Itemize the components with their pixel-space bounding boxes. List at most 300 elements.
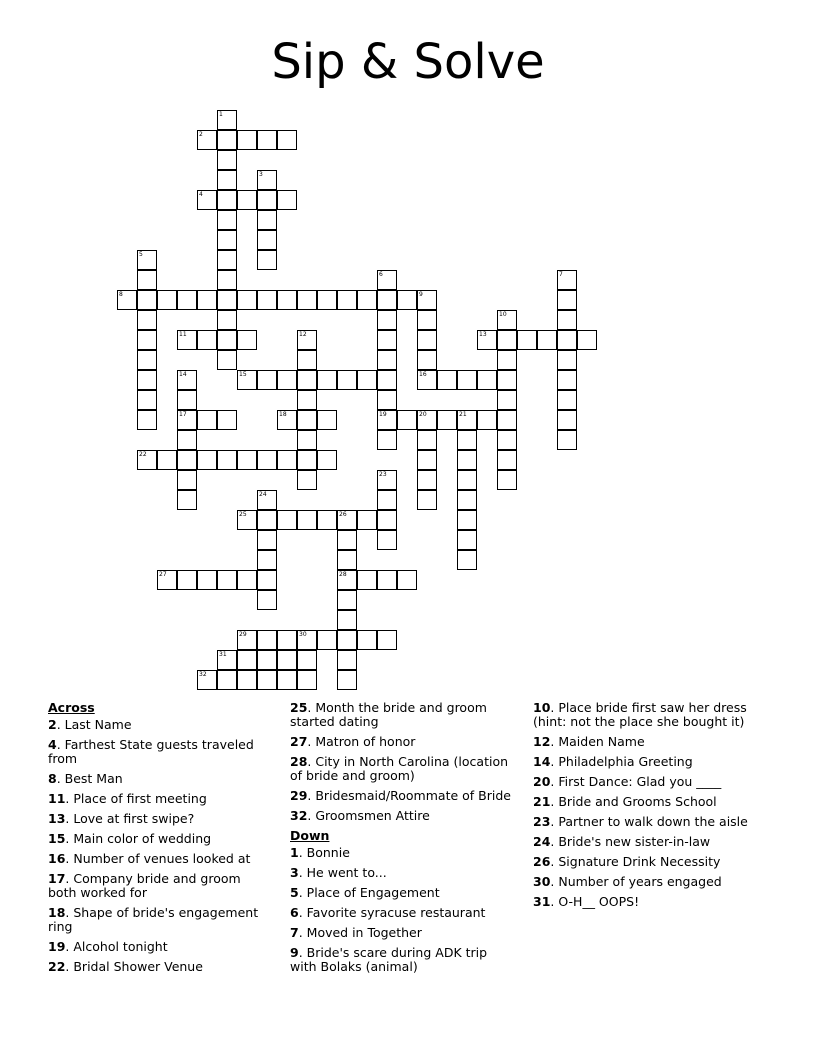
- clue-text: Best Man: [64, 771, 123, 786]
- grid-cell[interactable]: [297, 670, 317, 690]
- clue-item: 32. Groomsmen Attire: [290, 808, 430, 823]
- grid-cell[interactable]: [457, 530, 477, 550]
- grid-cell[interactable]: [397, 410, 417, 430]
- grid-cell[interactable]: [297, 390, 317, 410]
- clue-number: 6: [290, 905, 299, 920]
- clue-text: Month the bride and groom started dating: [290, 700, 487, 729]
- clue-text: Bride's new sister-in-law: [558, 834, 711, 849]
- grid-cell[interactable]: [497, 330, 517, 350]
- grid-cell[interactable]: [137, 350, 157, 370]
- grid-cell[interactable]: [497, 410, 517, 430]
- grid-cell[interactable]: [257, 510, 277, 530]
- grid-cell[interactable]: [157, 450, 177, 470]
- grid-cell[interactable]: [257, 530, 277, 550]
- clue-number: 7: [290, 925, 299, 940]
- clue-text: Matron of honor: [315, 734, 416, 749]
- cell-number: 21: [459, 411, 467, 418]
- cell-number: 19: [379, 411, 387, 418]
- grid-cell[interactable]: [197, 330, 217, 350]
- cell-number: 24: [259, 491, 267, 498]
- clue-item: 11. Place of first meeting: [48, 791, 207, 806]
- cell-number: 27: [159, 571, 167, 578]
- grid-cell[interactable]: [237, 570, 257, 590]
- grid-cell[interactable]: [557, 410, 577, 430]
- clue-number: 13: [48, 811, 66, 826]
- grid-cell[interactable]: [197, 130, 217, 150]
- grid-cell[interactable]: [237, 330, 257, 350]
- clue-text: Philadelphia Greeting: [558, 754, 693, 769]
- grid-cell[interactable]: [137, 250, 157, 270]
- clue-number: 22: [48, 959, 66, 974]
- clue-item: 15. Main color of wedding: [48, 831, 212, 846]
- grid-cell[interactable]: [377, 510, 397, 530]
- clue-text: Farthest State guests traveled from: [48, 737, 254, 766]
- clue-text: Place bride first saw her dress (hint: not the place she bought it): [533, 700, 747, 729]
- grid-cell[interactable]: [417, 310, 437, 330]
- grid-cell[interactable]: [557, 430, 577, 450]
- grid-cell[interactable]: [177, 570, 197, 590]
- grid-cell[interactable]: [277, 370, 297, 390]
- clue-number: 11: [48, 791, 66, 806]
- grid-cell[interactable]: [217, 350, 237, 370]
- clue-item: 8. Best Man: [48, 771, 123, 786]
- clue-text: Groomsmen Attire: [315, 808, 430, 823]
- grid-cell[interactable]: [257, 650, 277, 670]
- clue-item: 22. Bridal Shower Venue: [48, 959, 203, 974]
- grid-cell[interactable]: [317, 630, 337, 650]
- clue-text: O-H__ OOPS!: [558, 894, 640, 909]
- grid-cell[interactable]: [357, 630, 377, 650]
- grid-cell[interactable]: [177, 330, 197, 350]
- grid-cell[interactable]: [497, 430, 517, 450]
- clue-number: 26: [533, 854, 551, 869]
- grid-cell[interactable]: [437, 370, 457, 390]
- clue-text: City in North Carolina (location of bride and groom): [290, 754, 509, 783]
- grid-cell[interactable]: [197, 290, 217, 310]
- grid-cell[interactable]: [137, 450, 157, 470]
- grid-cell[interactable]: [177, 290, 197, 310]
- grid-cell[interactable]: [477, 330, 497, 350]
- clue-text: Moved in Together: [306, 925, 422, 940]
- clue-item: 30. Number of years engaged: [533, 874, 722, 889]
- cell-number: 9: [419, 291, 423, 298]
- cell-number: 31: [219, 651, 227, 658]
- grid-cell[interactable]: [237, 190, 257, 210]
- grid-cell[interactable]: [257, 210, 277, 230]
- clue-text: Number of years engaged: [558, 874, 722, 889]
- grid-cell[interactable]: [257, 570, 277, 590]
- cell-number: 22: [139, 451, 147, 458]
- grid-cell[interactable]: [297, 410, 317, 430]
- grid-cell[interactable]: [417, 350, 437, 370]
- grid-cell[interactable]: [417, 330, 437, 350]
- grid-cell[interactable]: [457, 450, 477, 470]
- clue-text: Bride and Grooms School: [558, 794, 717, 809]
- grid-cell[interactable]: [337, 590, 357, 610]
- cell-number: 18: [279, 411, 287, 418]
- clue-text: Last Name: [64, 717, 132, 732]
- grid-cell[interactable]: [197, 410, 217, 430]
- clue-text: Alcohol tonight: [73, 939, 168, 954]
- cell-number: 1: [219, 111, 223, 118]
- clue-text: Partner to walk down the aisle: [558, 814, 748, 829]
- grid-cell[interactable]: [297, 470, 317, 490]
- cell-number: 6: [379, 271, 383, 278]
- grid-cell[interactable]: [217, 310, 237, 330]
- clue-number: 28: [290, 754, 308, 769]
- clue-number: 30: [533, 874, 551, 889]
- cell-number: 10: [499, 311, 507, 318]
- grid-cell[interactable]: [217, 570, 237, 590]
- cell-number: 15: [239, 371, 247, 378]
- grid-cell[interactable]: [337, 510, 357, 530]
- grid-cell[interactable]: [217, 270, 237, 290]
- grid-cell[interactable]: [377, 270, 397, 290]
- grid-cell[interactable]: [277, 630, 297, 650]
- grid-cell[interactable]: [217, 330, 237, 350]
- grid-cell[interactable]: [277, 290, 297, 310]
- grid-cell[interactable]: [217, 210, 237, 230]
- grid-cell[interactable]: [557, 370, 577, 390]
- grid-cell[interactable]: [177, 470, 197, 490]
- clue-item: 29. Bridesmaid/Roommate of Bride: [290, 788, 511, 803]
- grid-cell[interactable]: [277, 510, 297, 530]
- grid-cell[interactable]: [357, 370, 377, 390]
- clue-item: 20. First Dance: Glad you ____: [533, 774, 722, 789]
- grid-cell[interactable]: [237, 630, 257, 650]
- cell-number: 17: [179, 411, 187, 418]
- cell-number: 7: [559, 271, 563, 278]
- grid-cell[interactable]: [297, 510, 317, 530]
- grid-cell[interactable]: [257, 130, 277, 150]
- cell-number: 20: [419, 411, 427, 418]
- grid-cell[interactable]: [377, 350, 397, 370]
- grid-cell[interactable]: [497, 470, 517, 490]
- grid-cell[interactable]: [397, 290, 417, 310]
- grid-cell[interactable]: [317, 410, 337, 430]
- grid-cell[interactable]: [257, 190, 277, 210]
- cell-number: 30: [299, 631, 307, 638]
- grid-cell[interactable]: [117, 290, 137, 310]
- clue-item: 1. Bonnie: [290, 845, 350, 860]
- grid-cell[interactable]: [237, 650, 257, 670]
- grid-cell[interactable]: [517, 330, 537, 350]
- clue-item: 12. Maiden Name: [533, 734, 645, 749]
- grid-cell[interactable]: [137, 370, 157, 390]
- grid-cell[interactable]: [257, 370, 277, 390]
- grid-cell[interactable]: [277, 410, 297, 430]
- grid-cell[interactable]: [297, 370, 317, 390]
- grid-cell[interactable]: [377, 490, 397, 510]
- clue-number: 20: [533, 774, 551, 789]
- cell-number: 29: [239, 631, 247, 638]
- grid-cell[interactable]: [177, 390, 197, 410]
- grid-cell[interactable]: [157, 290, 177, 310]
- grid-cell[interactable]: [297, 630, 317, 650]
- clue-number: 8: [48, 771, 57, 786]
- grid-cell[interactable]: [277, 670, 297, 690]
- grid-cell[interactable]: [417, 450, 437, 470]
- grid-cell[interactable]: [297, 350, 317, 370]
- clue-text: Favorite syracuse restaurant: [306, 905, 486, 920]
- grid-cell[interactable]: [317, 370, 337, 390]
- cell-number: 28: [339, 571, 347, 578]
- clue-number: 4: [48, 737, 57, 752]
- grid-cell[interactable]: [257, 490, 277, 510]
- clue-text: Number of venues looked at: [73, 851, 251, 866]
- grid-cell[interactable]: [357, 570, 377, 590]
- cell-number: 3: [259, 171, 263, 178]
- grid-cell[interactable]: [157, 570, 177, 590]
- clue-number: 29: [290, 788, 308, 803]
- clue-text: Love at first swipe?: [73, 811, 195, 826]
- clue-text: Bridesmaid/Roommate of Bride: [315, 788, 511, 803]
- grid-cell[interactable]: [437, 410, 457, 430]
- grid-cell[interactable]: [337, 370, 357, 390]
- grid-cell[interactable]: [337, 630, 357, 650]
- grid-cell[interactable]: [137, 390, 157, 410]
- grid-cell[interactable]: [377, 410, 397, 430]
- grid-cell[interactable]: [217, 410, 237, 430]
- grid-cell[interactable]: [297, 330, 317, 350]
- clue-number: 1: [290, 845, 299, 860]
- cell-number: 16: [419, 371, 427, 378]
- grid-cell[interactable]: [417, 410, 437, 430]
- grid-cell[interactable]: [357, 510, 377, 530]
- clue-item: 23. Partner to walk down the aisle: [533, 814, 748, 829]
- grid-cell[interactable]: [177, 490, 197, 510]
- grid-cell[interactable]: [257, 630, 277, 650]
- cell-number: 32: [199, 671, 207, 678]
- grid-cell[interactable]: [217, 170, 237, 190]
- grid-cell[interactable]: [457, 370, 477, 390]
- down-heading: Down: [290, 828, 330, 843]
- grid-cell[interactable]: [497, 390, 517, 410]
- grid-cell[interactable]: [337, 290, 357, 310]
- grid-cell[interactable]: [537, 330, 557, 350]
- grid-cell[interactable]: [557, 330, 577, 350]
- grid-cell[interactable]: [217, 450, 237, 470]
- grid-cell[interactable]: [377, 330, 397, 350]
- grid-cell[interactable]: [497, 370, 517, 390]
- grid-cell[interactable]: [397, 570, 417, 590]
- clue-item: 21. Bride and Grooms School: [533, 794, 717, 809]
- grid-cell[interactable]: [237, 290, 257, 310]
- grid-cell[interactable]: [257, 170, 277, 190]
- clue-number: 16: [48, 851, 66, 866]
- grid-cell[interactable]: [337, 670, 357, 690]
- grid-cell[interactable]: [137, 410, 157, 430]
- grid-cell[interactable]: [557, 390, 577, 410]
- grid-cell[interactable]: [297, 290, 317, 310]
- grid-cell[interactable]: [377, 430, 397, 450]
- grid-cell[interactable]: [277, 130, 297, 150]
- clue-number: 25: [290, 700, 308, 715]
- grid-cell[interactable]: [237, 670, 257, 690]
- grid-cell[interactable]: [417, 490, 437, 510]
- clue-text: He went to...: [306, 865, 387, 880]
- grid-cell[interactable]: [297, 430, 317, 450]
- grid-cell[interactable]: [457, 550, 477, 570]
- grid-cell[interactable]: [477, 370, 497, 390]
- clue-column-1: [48, 701, 273, 980]
- clue-number: 3: [290, 865, 299, 880]
- grid-cell[interactable]: [217, 290, 237, 310]
- clue-text: First Dance: Glad you ____: [558, 774, 722, 789]
- grid-cell[interactable]: [297, 450, 317, 470]
- grid-cell[interactable]: [377, 390, 397, 410]
- grid-cell[interactable]: [257, 250, 277, 270]
- clue-item: 4. Farthest State guests traveled from: [48, 737, 254, 766]
- clue-number: 23: [533, 814, 551, 829]
- clue-number: 27: [290, 734, 308, 749]
- clue-item: 28. City in North Carolina (location of bride and groom): [290, 754, 509, 783]
- grid-cell[interactable]: [317, 450, 337, 470]
- grid-cell[interactable]: [297, 650, 317, 670]
- grid-cell[interactable]: [277, 450, 297, 470]
- clue-item: 13. Love at first swipe?: [48, 811, 195, 826]
- grid-cell[interactable]: [217, 190, 237, 210]
- grid-cell[interactable]: [337, 610, 357, 630]
- grid-cell[interactable]: [177, 410, 197, 430]
- grid-cell[interactable]: [237, 510, 257, 530]
- clue-item: 19. Alcohol tonight: [48, 939, 168, 954]
- grid-cell[interactable]: [337, 530, 357, 550]
- grid-cell[interactable]: [417, 430, 437, 450]
- grid-cell[interactable]: [337, 650, 357, 670]
- grid-cell[interactable]: [377, 530, 397, 550]
- grid-cell[interactable]: [557, 310, 577, 330]
- grid-cell[interactable]: [337, 570, 357, 590]
- clue-item: 14. Philadelphia Greeting: [533, 754, 693, 769]
- grid-cell[interactable]: [457, 470, 477, 490]
- grid-cell[interactable]: [257, 290, 277, 310]
- grid-cell[interactable]: [177, 430, 197, 450]
- across-heading: Across: [48, 700, 95, 715]
- clue-number: 12: [533, 734, 551, 749]
- clue-item: 17. Company bride and groom both worked for: [48, 871, 241, 900]
- cell-number: 5: [139, 251, 143, 258]
- grid-cell[interactable]: [237, 370, 257, 390]
- grid-cell[interactable]: [217, 250, 237, 270]
- grid-cell[interactable]: [137, 310, 157, 330]
- clue-column-2: [290, 701, 515, 980]
- clue-number: 2: [48, 717, 57, 732]
- grid-cell[interactable]: [197, 450, 217, 470]
- clue-text: Place of Engagement: [306, 885, 440, 900]
- grid-cell[interactable]: [217, 110, 237, 130]
- grid-cell[interactable]: [177, 370, 197, 390]
- clue-number: 18: [48, 905, 66, 920]
- grid-cell[interactable]: [577, 330, 597, 350]
- grid-cell[interactable]: [137, 330, 157, 350]
- grid-cell[interactable]: [457, 510, 477, 530]
- grid-cell[interactable]: [317, 510, 337, 530]
- grid-cell[interactable]: [377, 310, 397, 330]
- clue-text: Maiden Name: [558, 734, 645, 749]
- cell-number: 11: [179, 331, 187, 338]
- grid-cell[interactable]: [417, 290, 437, 310]
- grid-cell[interactable]: [257, 590, 277, 610]
- grid-cell[interactable]: [217, 230, 237, 250]
- grid-cell[interactable]: [377, 370, 397, 390]
- clue-text: Shape of bride's engagement ring: [48, 905, 259, 934]
- grid-cell[interactable]: [457, 430, 477, 450]
- grid-cell[interactable]: [317, 290, 337, 310]
- clue-item: 6. Favorite syracuse restaurant: [290, 905, 486, 920]
- clue-text: Bridal Shower Venue: [73, 959, 203, 974]
- grid-cell[interactable]: [257, 550, 277, 570]
- clue-item: 18. Shape of bride's engagement ring: [48, 905, 259, 934]
- grid-cell[interactable]: [217, 670, 237, 690]
- grid-cell[interactable]: [197, 190, 217, 210]
- grid-cell[interactable]: [377, 630, 397, 650]
- grid-cell[interactable]: [197, 570, 217, 590]
- clue-number: 32: [290, 808, 308, 823]
- clue-text: Bride's scare during ADK trip with Bolaks (animal): [290, 945, 488, 974]
- clue-item: 2. Last Name: [48, 717, 132, 732]
- grid-cell[interactable]: [217, 130, 237, 150]
- grid-cell[interactable]: [417, 470, 437, 490]
- clue-item: 31. O-H__ OOPS!: [533, 894, 640, 909]
- grid-cell[interactable]: [197, 670, 217, 690]
- grid-cell[interactable]: [557, 350, 577, 370]
- grid-cell[interactable]: [457, 490, 477, 510]
- grid-cell[interactable]: [497, 450, 517, 470]
- clue-number: 19: [48, 939, 66, 954]
- clue-item: 25. Month the bride and groom started dating: [290, 700, 487, 729]
- grid-cell[interactable]: [277, 190, 297, 210]
- clue-text: Company bride and groom both worked for: [48, 871, 241, 900]
- grid-cell[interactable]: [497, 310, 517, 330]
- cell-number: 8: [119, 291, 123, 298]
- grid-cell[interactable]: [557, 270, 577, 290]
- grid-cell[interactable]: [217, 650, 237, 670]
- grid-cell[interactable]: [177, 450, 197, 470]
- clue-item: 27. Matron of honor: [290, 734, 416, 749]
- grid-cell[interactable]: [457, 410, 477, 430]
- clue-number: 9: [290, 945, 299, 960]
- grid-cell[interactable]: [477, 410, 497, 430]
- grid-cell[interactable]: [137, 290, 157, 310]
- grid-cell[interactable]: [377, 470, 397, 490]
- grid-cell[interactable]: [377, 570, 397, 590]
- grid-cell[interactable]: [237, 130, 257, 150]
- clue-number: 5: [290, 885, 299, 900]
- grid-cell[interactable]: [217, 150, 237, 170]
- grid-cell[interactable]: [277, 650, 297, 670]
- grid-cell[interactable]: [497, 350, 517, 370]
- clue-number: 15: [48, 831, 66, 846]
- grid-cell[interactable]: [137, 270, 157, 290]
- puzzle-title: Sip & Solve: [271, 34, 545, 90]
- clue-item: 24. Bride's new sister-in-law: [533, 834, 711, 849]
- grid-cell[interactable]: [337, 550, 357, 570]
- grid-cell[interactable]: [257, 450, 277, 470]
- grid-cell[interactable]: [557, 290, 577, 310]
- cell-number: 12: [299, 331, 307, 338]
- grid-cell[interactable]: [357, 290, 377, 310]
- cell-number: 13: [479, 331, 487, 338]
- clue-column-3: [533, 701, 763, 915]
- grid-cell[interactable]: [257, 230, 277, 250]
- clue-text: Main color of wedding: [73, 831, 212, 846]
- grid-cell[interactable]: [417, 370, 437, 390]
- grid-cell[interactable]: [377, 290, 397, 310]
- grid-cell[interactable]: [237, 450, 257, 470]
- clue-number: 14: [533, 754, 551, 769]
- grid-cell[interactable]: [257, 670, 277, 690]
